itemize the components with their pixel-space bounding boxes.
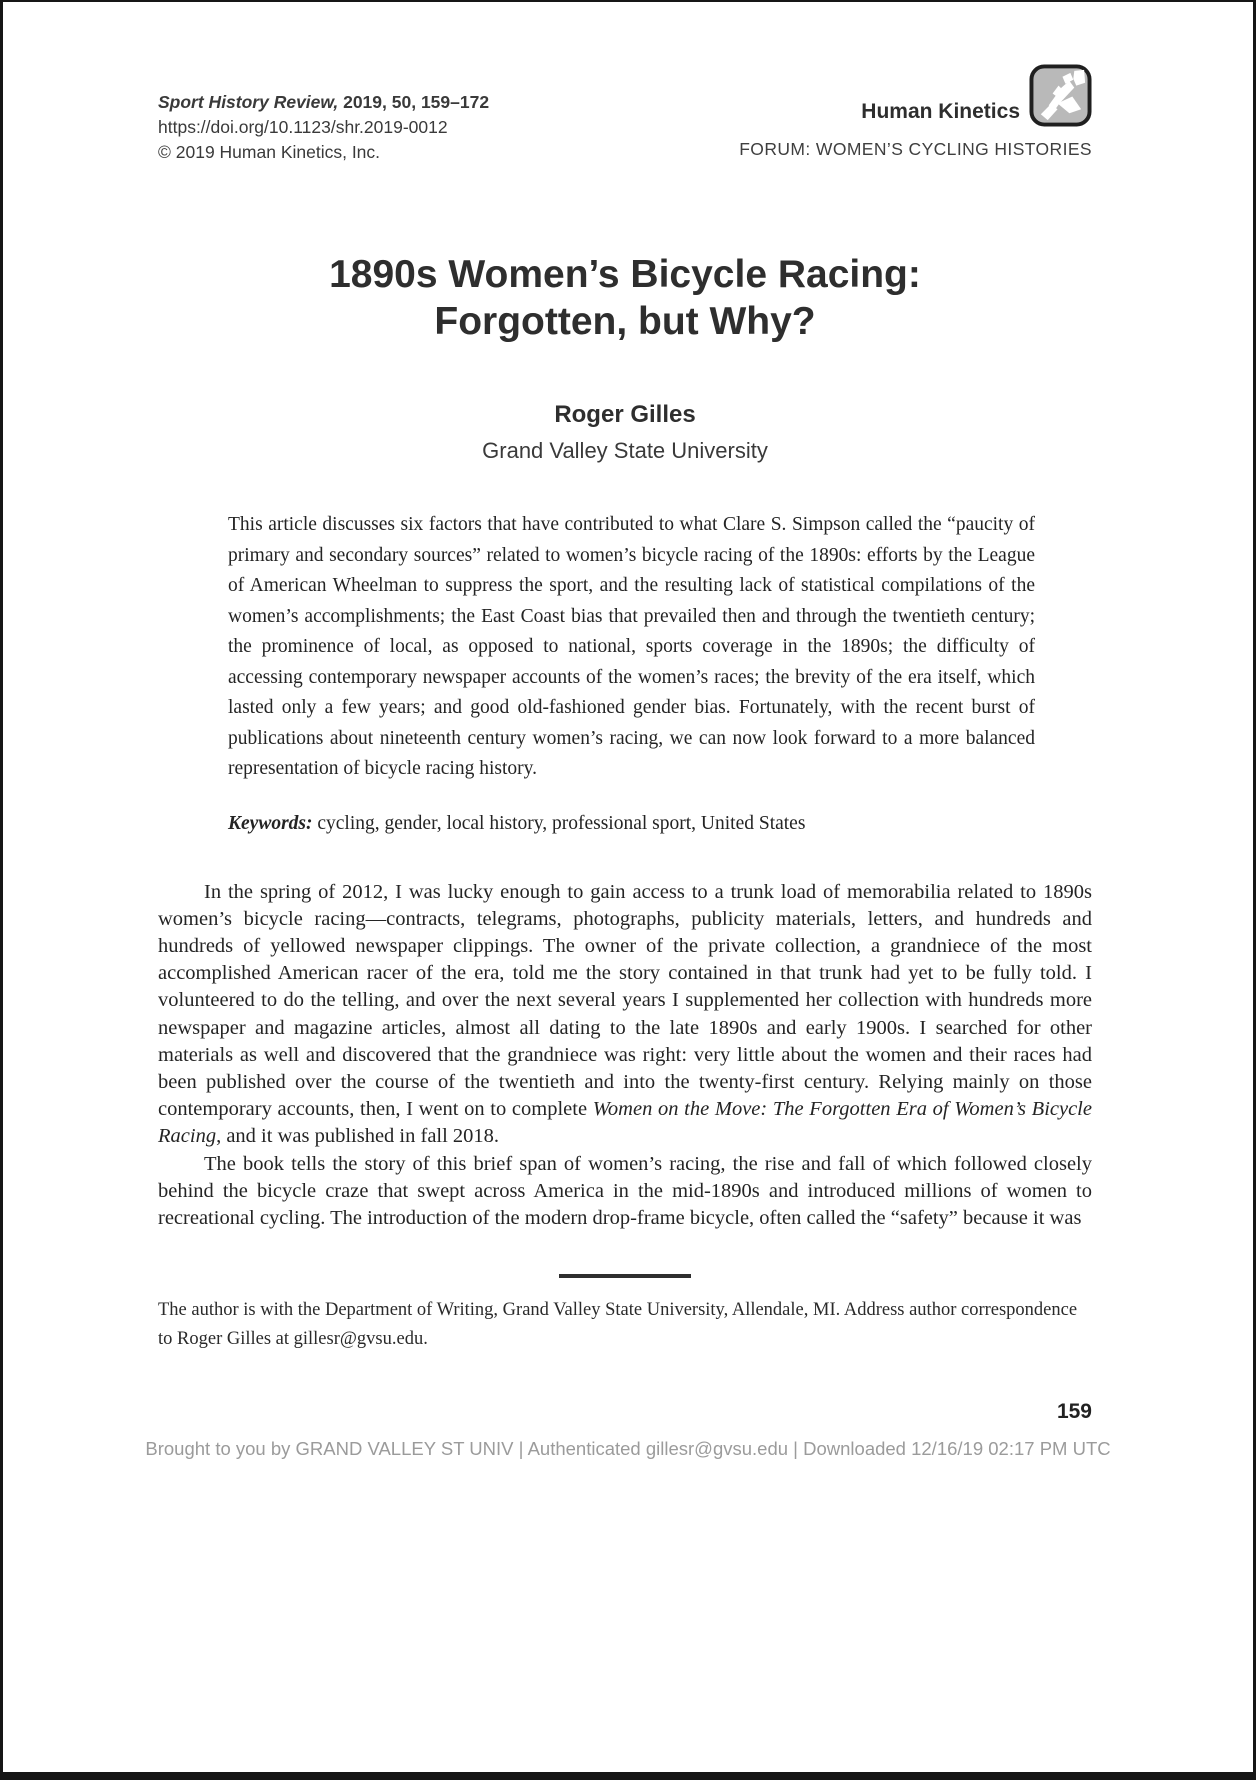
- citation-volume-pages: 2019, 50, 159–172: [338, 92, 490, 112]
- copyright-line: © 2019 Human Kinetics, Inc.: [158, 142, 381, 162]
- body-paragraph-1: [158, 879, 1092, 1151]
- forum-banner: FORUM: WOMEN’S CYCLING HISTORIES: [739, 139, 1092, 159]
- citation-block: [158, 90, 489, 165]
- journal-title: Sport History Review,: [158, 92, 339, 112]
- author-name: Roger Gilles: [554, 401, 696, 428]
- title-line-2: Forgotten, but Why?: [434, 300, 816, 343]
- content-column: [158, 2, 1092, 1424]
- doi-line: https://doi.org/10.1123/shr.2019-0012: [158, 117, 448, 137]
- publisher-name: Human Kinetics: [861, 100, 1020, 123]
- publisher-block: [739, 64, 1092, 160]
- footnote-text: The author is with the Department of Writing, Grand Valley State University, Allendale, MI. Address author correspondence to Roger Gilles at gillesr@gvsu.edu.: [158, 1300, 1078, 1350]
- page-number: 159: [1056, 1400, 1092, 1424]
- book-title-italic: Women on the Move: The Forgotten Era of Women’s Bicycle Racing: [158, 1098, 1092, 1148]
- body-paragraph-2: The book tells the story of this brief span of women’s racing, the rise and fall of which followed closely behind the bicycle craze that swept across America in the mid-1890s and introduced millions of women to recreational cycling. The introduction of the modern drop-frame bicycle, often called the “safety” because it was: [158, 1152, 1092, 1229]
- provenance-banner: Brought to you by GRAND VALLEY ST UNIV | Authenticated gillesr@gvsu.edu | Downloaded 12/16/19 02:17 PM UTC: [145, 1438, 1111, 1460]
- article-title: [158, 251, 1092, 345]
- footnote-rule: [559, 1274, 691, 1278]
- keywords-label: Keywords:: [228, 812, 313, 834]
- abstract-paragraph: This article discusses six factors that have contributed to what Clare S. Simpson called the “paucity of primary and secondary sources” related to women’s bicycle racing of the 1890s: efforts by the League of American Wheelman to suppress the sport, and the resulting lack of statistical compilations of the women’s accomplishments; the East Coast bias that prevailed then and through the twentieth century; the prominence of local, as opposed to national, sports coverage in the 1890s; the difficulty of accessing contemporary newspaper accounts of the women’s races; the brevity of the era itself, which lasted only a few years; and good old-fashioned gender bias. Fortunately, with the recent burst of publications about nineteenth century women’s racing, we can now look forward to a more balanced representation of bicycle racing history.: [228, 514, 1035, 779]
- citation-line: [158, 90, 489, 115]
- article-body: [158, 879, 1092, 1233]
- paragraph-1-end: , and it was published in fall 2018.: [216, 1125, 500, 1148]
- human-kinetics-logo-icon: [1029, 64, 1092, 127]
- author-affiliation: Grand Valley State University: [482, 438, 768, 463]
- publisher-brand-row: [861, 64, 1092, 127]
- title-line-1: 1890s Women’s Bicycle Racing:: [329, 253, 921, 296]
- keywords-line: [228, 813, 1035, 835]
- page-header: [158, 2, 1092, 165]
- keywords-list: cycling, gender, local history, professional sport, United States: [312, 812, 806, 834]
- paragraph-1-text: In the spring of 2012, I was lucky enough to gain access to a trunk load of memorabilia related to 1890s women’s bicycle racing—contracts, telegrams, photographs, publicity materials, letters, and hundreds and hundreds of yellowed newspaper clippings. The owner of the private collection, a grandniece of the most accomplished American racer of the era, told me the story contained in that trunk had yet to be fully told. I volunteered to do the telling, and over the next several years I supplemented her collection with hundreds more newspaper and magazine articles, almost all dating to the late 1890s and early 1900s. I searched for other materials as well and discovered that the grandniece was right: very little about the women and their races had been published over the course of the twentieth and into the twenty-first century. Relying mainly on those contemporary accounts, then, I went on to complete: [158, 880, 1092, 1121]
